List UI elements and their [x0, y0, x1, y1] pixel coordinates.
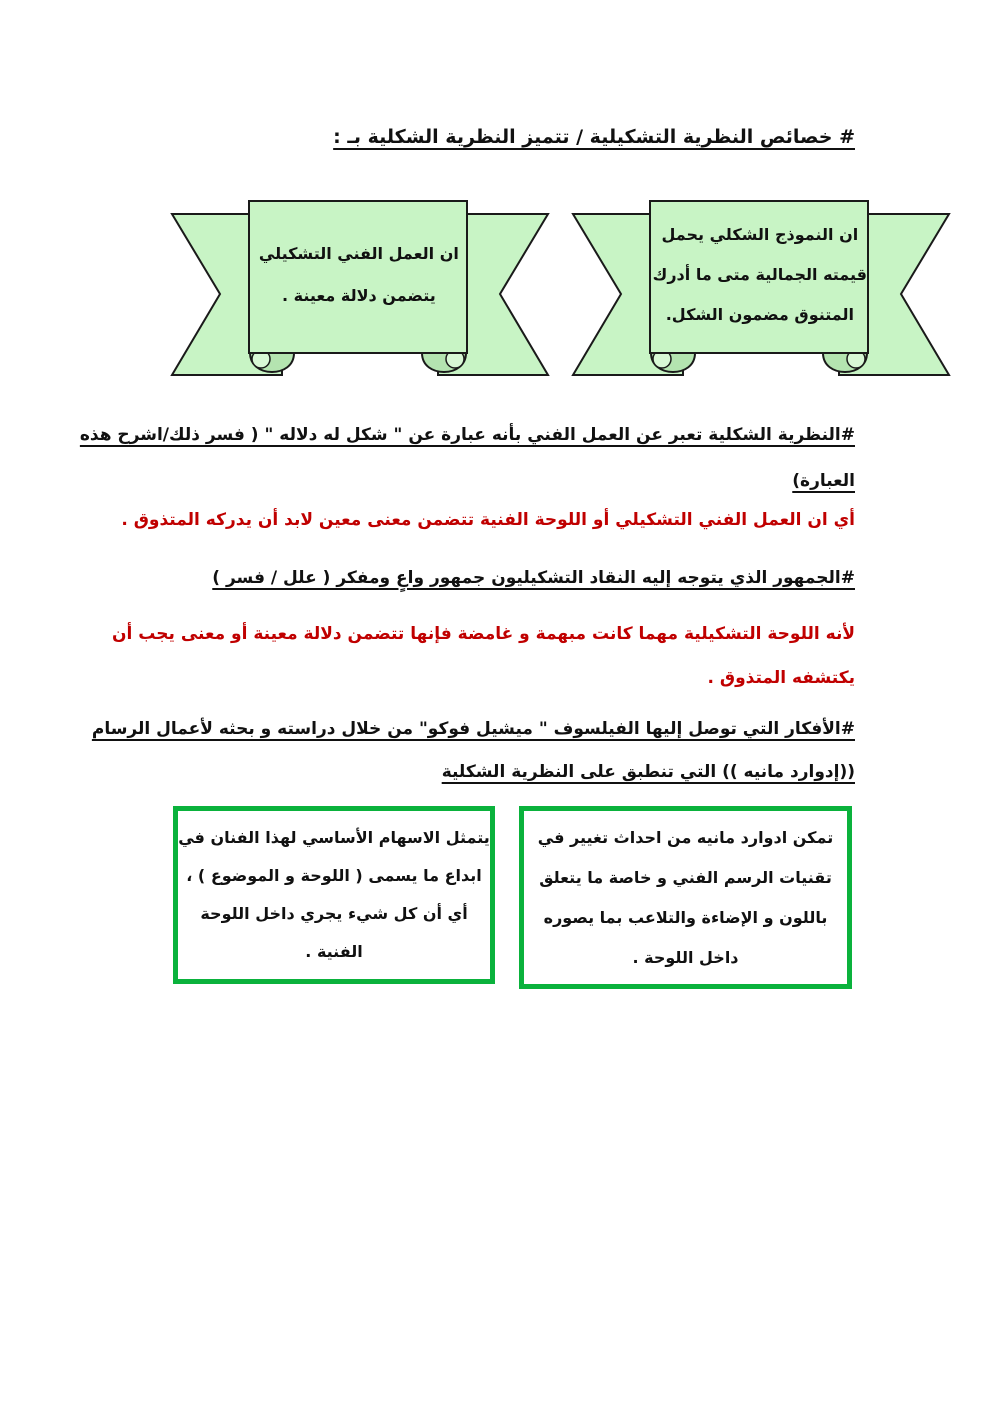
- question-paragraph-1: [79, 412, 855, 504]
- answer-paragraph-2: [112, 612, 855, 700]
- banner-line: ان النموذج الشكلي يحمل: [661, 225, 859, 244]
- text-line: #النظرية الشكلية تعبر عن العمل الفني بأنه عبارة عن " شكل له دلاله " ( فسر ذلك/اشرح هذه: [79, 425, 855, 445]
- callout-box-left: [173, 806, 495, 984]
- text-line: داخل اللوحة .: [632, 947, 739, 967]
- text-line: يتمثل الاسهام الأساسي لهذا الفنان في: [178, 828, 490, 847]
- text-line: لأنه اللوحة التشكيلية مهما كانت مبهمة و غامضة فإنها تتضمن دلالة معينة أو معنى يجب أن: [112, 624, 855, 644]
- text-line: العبارة): [792, 471, 855, 491]
- answer-paragraph-1: [120, 505, 855, 535]
- text-line: #الأفكار التي توصل إليها الفيلسوف " ميشيل فوكو" من خلال دراسته و بحثه لأعمال الرسام: [91, 719, 855, 739]
- ribbon-banner-right: [571, 197, 951, 377]
- text-line: أي ان العمل الفني التشكيلي أو اللوحة الفنية تتضمن معنى معين لابد أن يدركه المتذوق .: [121, 510, 855, 530]
- text-line: تقنيات الرسم الفني و خاصة ما يتعلق: [539, 867, 832, 887]
- banner-line: ان العمل الفني التشكيلي: [258, 244, 459, 263]
- question-paragraph-2: [120, 563, 855, 593]
- banner-line: قيمته الجمالية متى ما أدرك: [652, 265, 868, 284]
- banner-text: [250, 203, 468, 353]
- question-paragraph-3: [91, 708, 855, 794]
- text-line: ((إدوارد مانيه )) التي تنطبق على النظرية الشكلية: [441, 762, 855, 782]
- text-line: #الجمهور الذي يتوجه إليه النقاد التشكيليون جمهور واعٍ ومفكر ( علل / فسر ): [212, 568, 855, 588]
- text-line: أي أن كل شيء يجري داخل اللوحة: [200, 904, 468, 923]
- text-line: ابداع ما يسمى ( اللوحة و الموضوع ) ،: [186, 866, 482, 885]
- banner-line: المتنوق مضمون الشكل.: [665, 305, 854, 324]
- text-line: الفنية .: [305, 942, 363, 961]
- ribbon-banner-left: [170, 197, 550, 377]
- callout-box-right: [519, 806, 852, 989]
- page-title: # خصائص النظرية التشكيلية / تتميز النظرية الشكلية بـ :: [333, 126, 855, 148]
- text-line: باللون و الإضاءة والتلاعب بما يصوره: [543, 907, 828, 927]
- text-line: يكتشفه المتذوق .: [707, 668, 855, 688]
- banner-line: يتضمن دلالة معينة .: [281, 286, 436, 305]
- banner-text: [651, 203, 869, 353]
- text-line: تمكن ادوارد مانيه من احداث تغيير في: [537, 827, 834, 847]
